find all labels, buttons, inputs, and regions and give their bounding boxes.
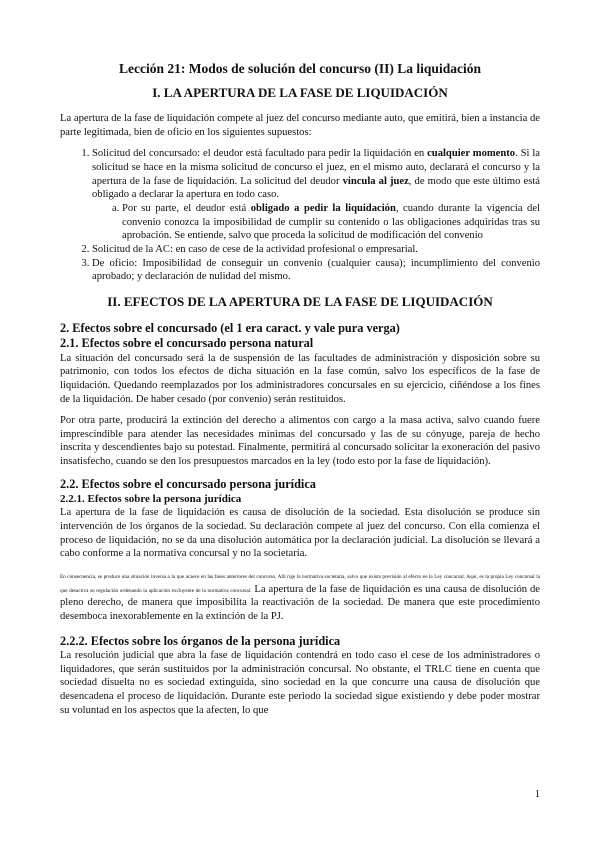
paragraph-natural-person-2: Por otra parte, producirá la extinción del derecho a alimentos con cargo a la masa activa, salvo cuando fuere imprescindible para atender las necesidades mínimas del concursado y las de su cónyuge, pareja de hecho inscrita y descendientes bajo su potestad. Finalmente, permitirá al concursado solicitar la exoneración del pasivo insatisfecho, cuando se den los presupuestos marcados en la ley (todo esto por la fase de liquidación). xyxy=(60,415,540,468)
paragraph-organs: La resolución judicial que abra la fase de liquidación contendrá en todo caso el cese de los administradores o liquidadores, que serán sustituidos por la administración concursal. No obstante, el TRLC tiene en cuenta que sociedad disuelta no es sociedad extinguida, sino sociedad en la que concurre una causa de disolución que desencadena el proceso de liquidación. Durante este periodo la sociedad sigue existiendo y debe poder mostrar su voluntad en los aspectos que la afecten, lo que xyxy=(60,649,540,716)
liquidation-cases-list xyxy=(60,147,540,284)
item-1-text-c: . Si la solicitud se hace en la misma solicitud de concurso el juez, en el mismo auto, declarará el concurso y la apertura de la fase de liquidación. La solicitud del deudor xyxy=(92,148,540,187)
item-1-bold-b: cualquier momento xyxy=(427,148,516,160)
heading-2-2: 2.2. Efectos sobre el concursado persona jurídica xyxy=(60,476,316,491)
sub-list xyxy=(92,202,540,243)
paragraph-natural-person-1: La situación del concursado será la de suspensión de las facultades de administración y disposición sobre su patrimonio, con todos los efectos de dicha situación en la fase común, salvo los específicos de la fase de liquidación. Quedando reemplazados por los administradores concursales en su ejercicio, ciñéndose a los fines de la liquidación. De haber cesado (por convenio) serán restituidos. xyxy=(60,352,540,405)
section-1-heading: I. LA APERTURA DE LA FASE DE LIQUIDACIÓN xyxy=(152,85,448,101)
item-1-text-a: Solicitud del concursado: el deudor está facultado para pedir la liquidación en xyxy=(92,148,428,160)
heading-2-1: 2.1. Efectos sobre el concursado persona natural xyxy=(60,336,314,351)
sub-item-text-c: , cuando durante la vigencia del convenio conozca la imposibilidad de cumplir su contenido o las obligaciones adquiridas tras su aprobación. Se entiende, salvo que proceda la solicitud de modificación del convenio xyxy=(122,203,540,242)
document-title: Lección 21: Modos de solución del concurso (II) La liquidación xyxy=(119,61,481,76)
paragraph-legal-person-2-text: La apertura de la fase de liquidación es una causa de disolución de pleno derecho, de manera que imposibilita la reactivación de la sociedad. De manera que este procedimiento desemboca inexorablemente en la extinción de la PJ. xyxy=(60,583,541,622)
page-number: 1 xyxy=(534,789,540,800)
sub-item-text-a: Por su parte, el deudor está xyxy=(122,203,251,215)
sub-item-bold-b: obligado a pedir la liquidación xyxy=(250,203,396,215)
item-1-bold-d: vincula al juez xyxy=(342,175,409,187)
paragraph-legal-person-1: La apertura de la fase de liquidación es causa de disolución de la sociedad. Esta disolución se produce sin intervención de los órganos de la sociedad. Su declaración compete al juez del concurso. Con ella comienza el proceso de liquidación, no se da una disolución automática por la declaración judicial. La disolución se llevará a cabo conforme a la normativa concursal y no la societaria. xyxy=(60,507,540,560)
list-item xyxy=(122,202,540,243)
heading-2: 2. Efectos sobre el concursado (el 1 era caract. y vale pura verga) xyxy=(60,320,400,335)
heading-2-2-1: 2.2.1. Efectos sobre la persona jurídica xyxy=(60,493,242,506)
heading-2-2-2: 2.2.2. Efectos sobre los órganos de la persona jurídica xyxy=(60,633,341,648)
paragraph-legal-person-2 xyxy=(60,569,540,624)
list-item: 3. De oficio: Imposibilidad de conseguir un convenio (cualquier causa); incumplimiento del convenio aprobado; y declaración de nulidad del mismo. xyxy=(92,257,540,284)
list-item xyxy=(92,147,540,243)
section-2-heading: II. EFECTOS DE LA APERTURA DE LA FASE DE LIQUIDACIÓN xyxy=(107,294,493,310)
small-print-note: En consecuencia, se produce una situación inversa a la que acaece en las fases anteriores del concurso. Allí rige la normativa societaria, salvo que exista previsión al efecto en la Ley concursal. Aquí, es la propia Ley concursal la que desactiva su regulación ordenando la aplicación excluyente de la normativa concursal. xyxy=(60,573,540,594)
item-1-text-e: , de modo que este último está obligado a declarar la apertura en todo caso. xyxy=(92,175,540,201)
list-item: 2. Solicitud de la AC: en caso de cese de la actividad profesional o empresarial. xyxy=(92,243,540,257)
section-1-intro: La apertura de la fase de liquidación compete al juez del concurso mediante auto, que emitirá, bien a instancia de parte legitimada, bien de oficio en los siguientes supuestos: xyxy=(60,113,540,138)
